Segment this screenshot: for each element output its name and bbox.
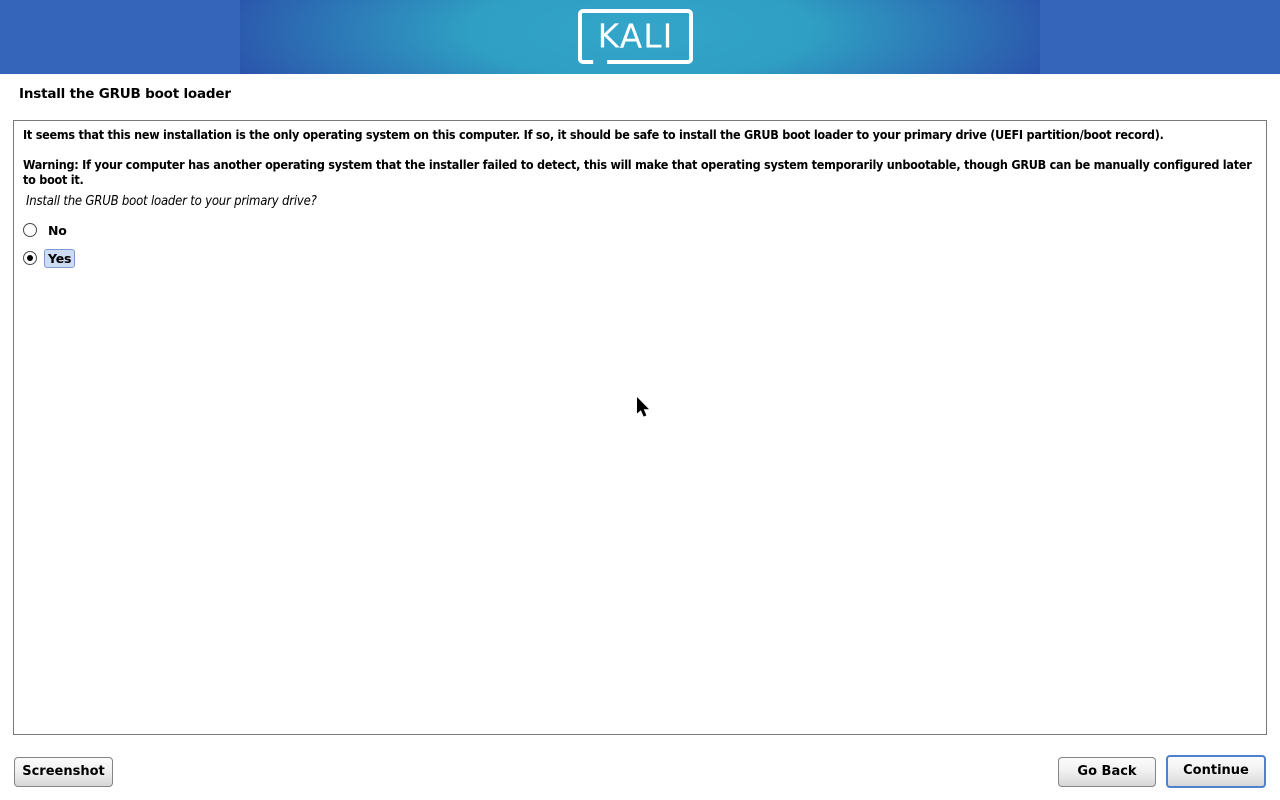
kali-logo-text: KALI	[597, 15, 674, 55]
page-title: Install the GRUB boot loader	[19, 86, 231, 102]
screenshot-button[interactable]: Screenshot	[14, 757, 113, 787]
question-label: Install the GRUB boot loader to your primary drive?	[26, 194, 317, 209]
radio-option-no[interactable]	[23, 222, 1257, 238]
warning-paragraph: Warning: If your computer has another operating system that the installer failed to detect, this will make that operating system temporarily unbootable, though GRUB can be manually configured later to boot it.	[23, 157, 1252, 187]
main-content-box	[13, 120, 1267, 735]
radio-option-yes[interactable]	[23, 250, 1257, 266]
continue-button[interactable]: Continue	[1166, 755, 1266, 788]
mouse-cursor-icon	[637, 397, 651, 418]
radio-no-icon[interactable]	[23, 223, 37, 237]
go-back-button[interactable]: Go Back	[1058, 757, 1156, 787]
intro-paragraph: It seems that this new installation is the only operating system on this computer. If so, it should be safe to install the GRUB boot loader to your primary drive (UEFI partition/boot record).	[23, 127, 1164, 142]
radio-yes-icon[interactable]	[23, 251, 37, 265]
radio-yes-label[interactable]: Yes	[44, 249, 75, 268]
radio-no-label[interactable]: No	[48, 222, 67, 238]
kali-logo	[578, 9, 693, 64]
installer-banner	[0, 0, 1280, 74]
